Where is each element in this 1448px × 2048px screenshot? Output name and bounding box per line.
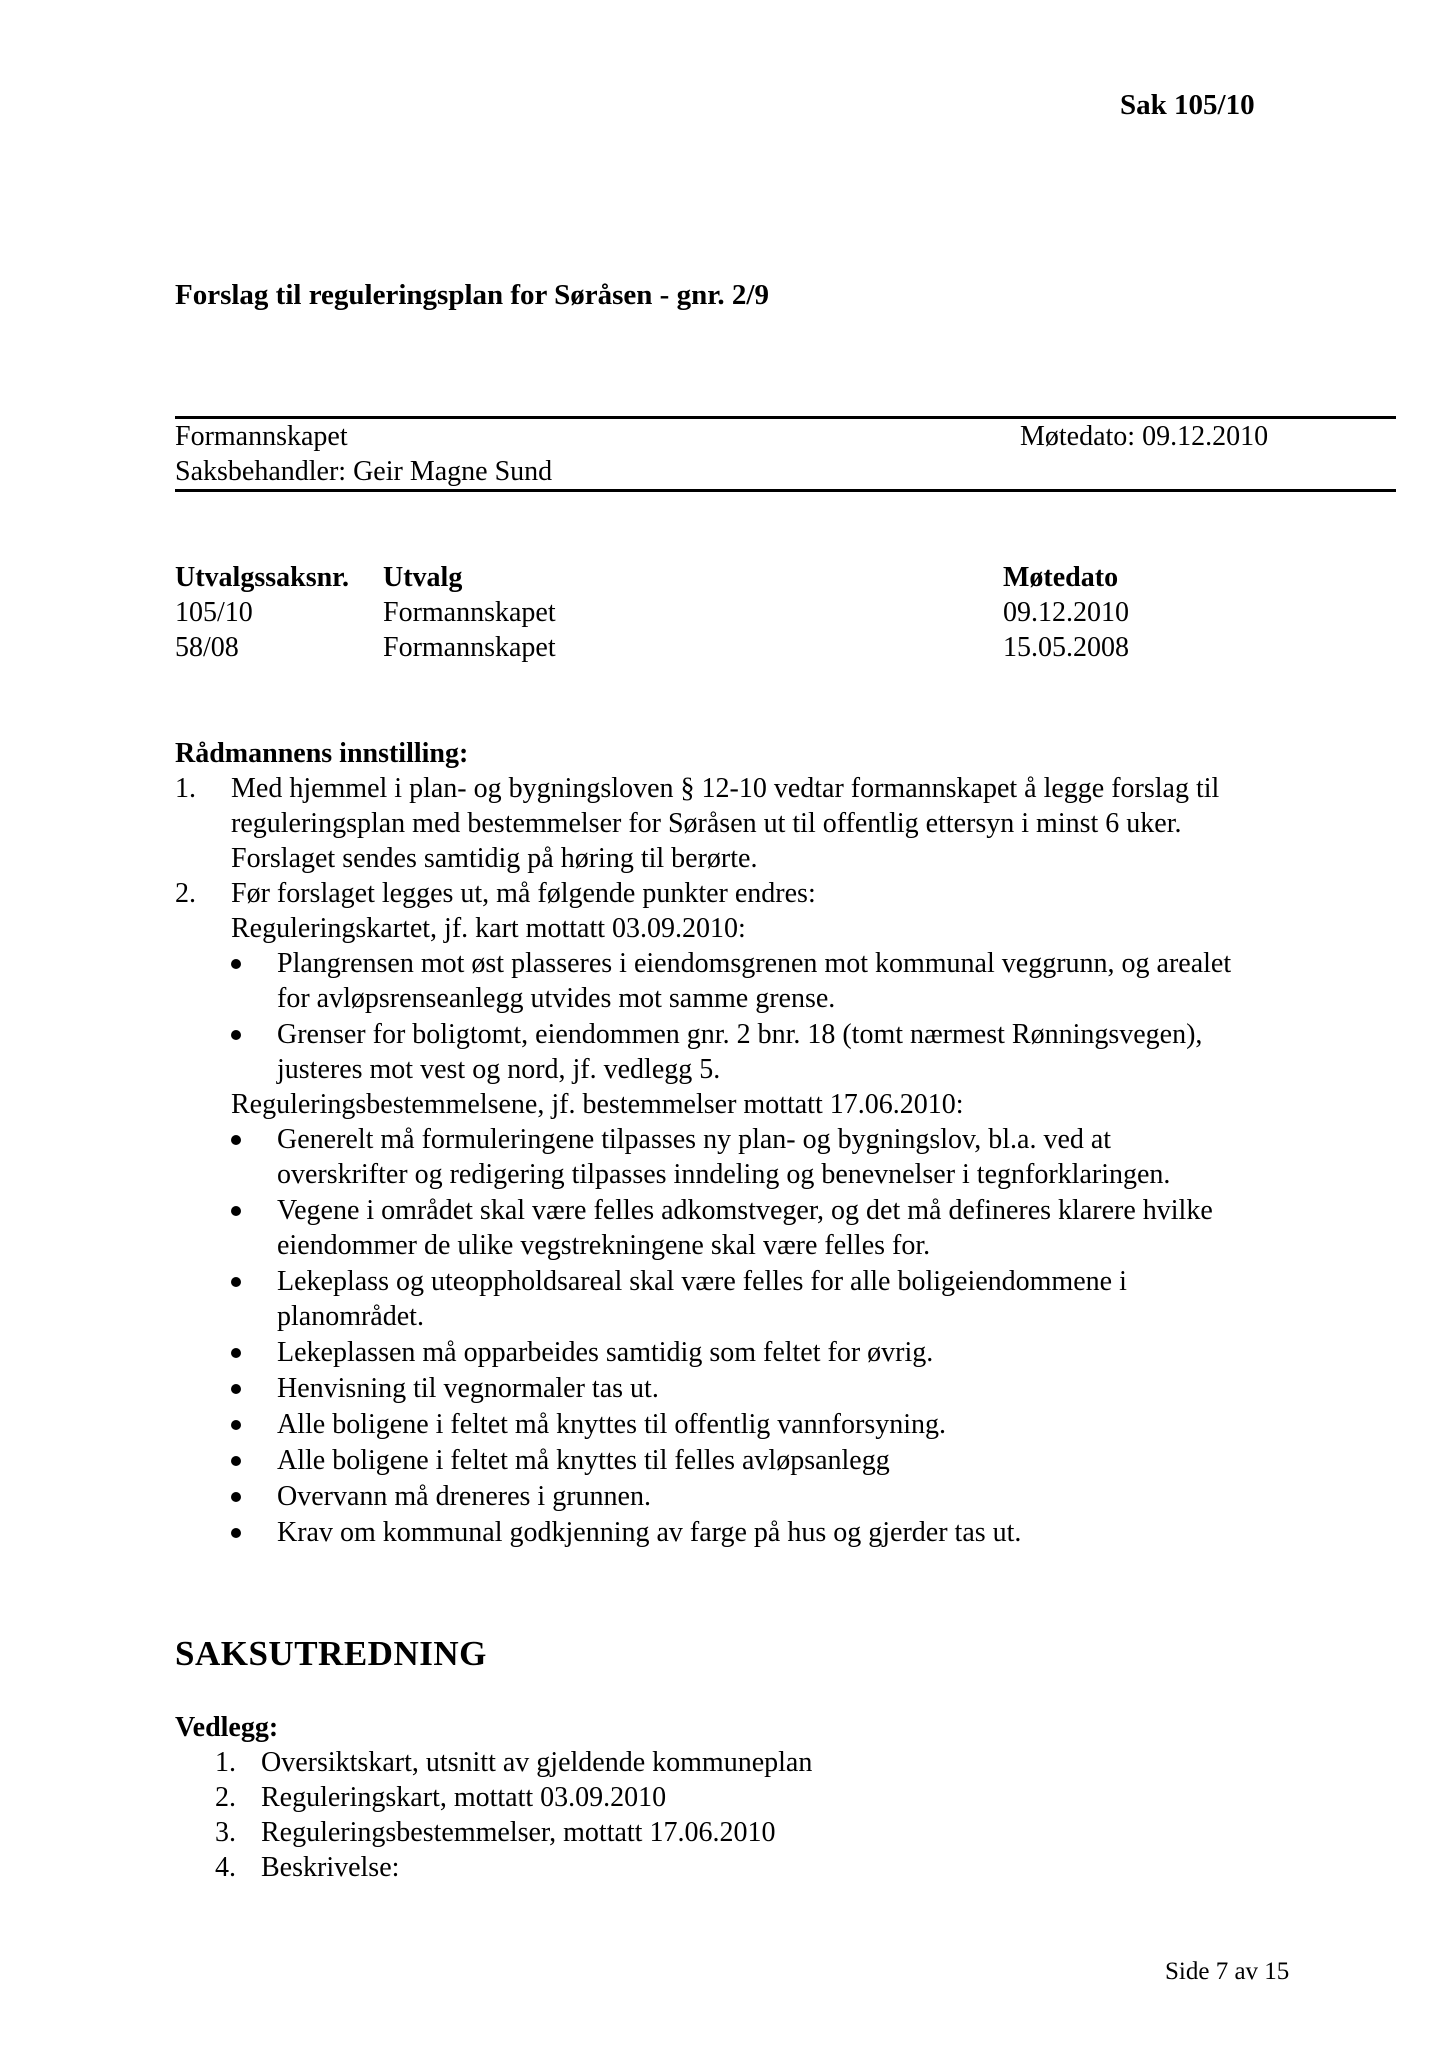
bullet-icon xyxy=(231,1456,241,1466)
bullet-icon xyxy=(231,959,241,969)
table-row-1-dato: 09.12.2010 xyxy=(1003,597,1129,628)
table-header-utvalg: Utvalg xyxy=(383,562,463,593)
bullet-icon xyxy=(231,1348,241,1358)
kart-bullet-2-line-1: Grenser for boligtomt, eiendommen gnr. 2 bnr. 18 (tomt nærmest Rønningsvegen), xyxy=(277,1019,1203,1050)
kart-bullet-2-line-2: justeres mot vest og nord, jf. vedlegg 5. xyxy=(277,1054,721,1085)
vedlegg-4-number: 4. xyxy=(215,1852,236,1883)
table-row-2-utvalg: Formannskapet xyxy=(383,632,556,663)
item-1-line-1: Med hjemmel i plan- og bygningsloven § 12-10 vedtar formannskapet å legge forslag til xyxy=(231,773,1220,804)
bullet-icon xyxy=(231,1528,241,1538)
vedlegg-1-number: 1. xyxy=(215,1747,236,1778)
table-header-dato: Møtedato xyxy=(1003,562,1119,593)
vedlegg-1-text: Oversiktskart, utsnitt av gjeldende kommuneplan xyxy=(261,1747,813,1778)
item-1-line-2: reguleringsplan med bestemmelser for Søråsen ut til offentlig ettersyn i minst 6 uker. xyxy=(231,808,1182,839)
best-bullet-3-line-1: Lekeplass og uteoppholdsareal skal være felles for alle boligeiendommene i xyxy=(277,1266,1127,1297)
best-bullet-1-line-2: overskrifter og redigering tilpasses inndeling og benevnelser i tegnforklaringen. xyxy=(277,1159,1171,1190)
vedlegg-3-text: Reguleringsbestemmelser, mottatt 17.06.2010 xyxy=(261,1817,776,1848)
best-bullet-4: Lekeplassen må opparbeides samtidig som feltet for øvrig. xyxy=(277,1337,934,1368)
vedlegg-heading: Vedlegg: xyxy=(175,1712,279,1743)
vedlegg-2-number: 2. xyxy=(215,1782,236,1813)
kart-bullet-1-line-2: for avløpsrenseanlegg utvides mot samme grense. xyxy=(277,983,836,1014)
item-2-number: 2. xyxy=(175,878,196,909)
best-bullet-5: Henvisning til vegnormaler tas ut. xyxy=(277,1373,659,1404)
vedlegg-2-text: Reguleringskart, mottatt 03.09.2010 xyxy=(261,1782,667,1813)
case-number: Sak 105/10 xyxy=(1120,89,1255,121)
best-bullet-9: Krav om kommunal godkjenning av farge på hus og gjerder tas ut. xyxy=(277,1517,1022,1548)
bullet-icon xyxy=(231,1277,241,1287)
table-row-1-saksnr: 105/10 xyxy=(175,597,253,628)
meta-meeting-date: Møtedato: 09.12.2010 xyxy=(1020,421,1269,452)
bullet-icon xyxy=(231,1135,241,1145)
vedlegg-4-text: Beskrivelse: xyxy=(261,1852,400,1883)
bullet-icon xyxy=(231,1492,241,1502)
table-row-2-dato: 15.05.2008 xyxy=(1003,632,1129,663)
bestemmelser-heading: Reguleringsbestemmelsene, jf. bestemmelser mottatt 17.06.2010: xyxy=(231,1089,964,1120)
table-header-saksnr: Utvalgssaksnr. xyxy=(175,562,350,593)
item-2-intro: Før forslaget legges ut, må følgende punkter endres: xyxy=(231,878,816,909)
best-bullet-8: Overvann må dreneres i grunnen. xyxy=(277,1481,651,1512)
best-bullet-3-line-2: planområdet. xyxy=(277,1301,424,1332)
vedlegg-3-number: 3. xyxy=(215,1817,236,1848)
table-row-1-utvalg: Formannskapet xyxy=(383,597,556,628)
bullet-icon xyxy=(231,1206,241,1216)
bullet-icon xyxy=(231,1384,241,1394)
best-bullet-1-line-1: Generelt må formuleringene tilpasses ny plan- og bygningslov, bl.a. ved at xyxy=(277,1124,1112,1155)
page-number: Side 7 av 15 xyxy=(1165,1958,1290,1985)
best-bullet-7: Alle boligene i feltet må knyttes til felles avløpsanlegg xyxy=(277,1445,890,1476)
divider-bottom xyxy=(175,489,1396,492)
document-title: Forslag til reguleringsplan for Søråsen - gnr. 2/9 xyxy=(175,279,769,311)
meta-handler: Saksbehandler: Geir Magne Sund xyxy=(175,456,553,487)
kart-bullet-1-line-1: Plangrensen mot øst plasseres i eiendomsgrenen mot kommunal veggrunn, og arealet xyxy=(277,948,1232,979)
best-bullet-6: Alle boligene i feltet må knyttes til offentlig vannforsyning. xyxy=(277,1409,947,1440)
best-bullet-2-line-1: Vegene i området skal være felles adkomstveger, og det må defineres klarere hvilke xyxy=(277,1195,1213,1226)
item-1-number: 1. xyxy=(175,773,196,804)
meta-body: Formannskapet xyxy=(175,421,348,452)
kart-heading: Reguleringskartet, jf. kart mottatt 03.09.2010: xyxy=(231,913,746,944)
innstilling-heading: Rådmannens innstilling: xyxy=(175,738,469,769)
table-row-2-saksnr: 58/08 xyxy=(175,632,239,663)
item-1-line-3: Forslaget sendes samtidig på høring til berørte. xyxy=(231,843,758,874)
bullet-icon xyxy=(231,1030,241,1040)
bullet-icon xyxy=(231,1420,241,1430)
saksutredning-heading: SAKSUTREDNING xyxy=(175,1634,487,1673)
best-bullet-2-line-2: eiendommer de ulike vegstrekningene skal være felles for. xyxy=(277,1230,931,1261)
